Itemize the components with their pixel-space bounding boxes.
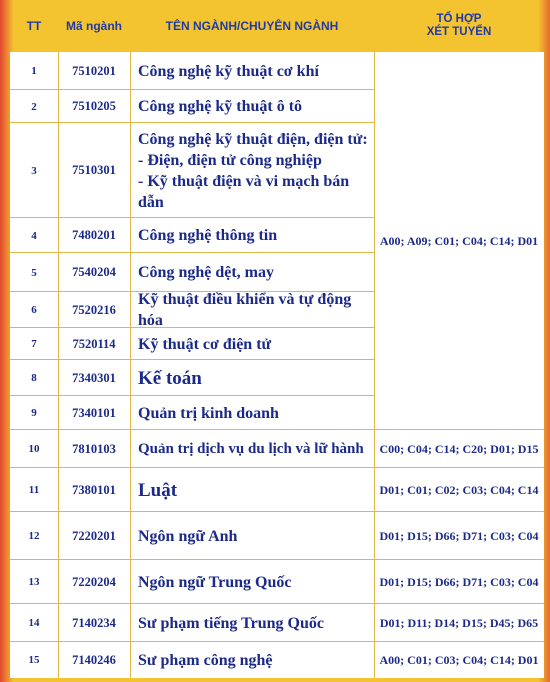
row-tt: 1: [31, 65, 37, 77]
table-row: [10, 396, 544, 430]
header-ten-nganh: TÊN NGÀNH/CHUYÊN NGÀNH: [165, 18, 339, 33]
table-row: [10, 123, 544, 218]
row-ten-line: Công nghệ kỹ thuật điện, điện tử:: [138, 130, 368, 148]
table-row: [10, 292, 544, 328]
row-ma-nganh: 7520114: [72, 336, 116, 351]
row-ma-nganh: 7480201: [72, 228, 116, 242]
row-tt: 7: [31, 338, 37, 350]
table-row: [10, 328, 544, 360]
row-ten-nganh: [138, 123, 374, 218]
row-ma-nganh: 7520216: [72, 302, 116, 317]
row-ten-nganh: Luật: [138, 479, 178, 501]
table-row: [10, 52, 544, 90]
row-tt: 3: [31, 164, 37, 177]
row-ten-nganh: Kỹ thuật điều khiển và tự động hóa: [138, 291, 352, 329]
row-tt: 5: [31, 266, 37, 279]
row-ma-nganh: 7510201: [72, 63, 116, 78]
row-ten-nganh: Quản trị kinh doanh: [138, 404, 279, 422]
header-tt: TT: [26, 18, 42, 33]
row-tt: 9: [31, 407, 37, 419]
header-to-hop-line2: XÉT TUYỂN: [426, 26, 492, 38]
row-ten-nganh: Công nghệ kỹ thuật ô tô: [138, 98, 303, 115]
row-ma-nganh: 7220201: [72, 528, 116, 543]
row-ma-nganh: 7140246: [72, 652, 116, 667]
header-ma-nganh: Mã ngành: [66, 18, 122, 33]
row-tt: 14: [28, 617, 40, 629]
table-row: [10, 560, 544, 604]
row-ten-nganh: Công nghệ dệt, may: [138, 264, 275, 281]
row-tt: 15: [28, 654, 40, 666]
row-ma-nganh: 7380101: [72, 482, 116, 497]
table-header: [0, 0, 550, 52]
row-ma-nganh: 7220204: [72, 574, 116, 589]
row-ma-nganh: 7140234: [72, 615, 116, 630]
row-ma-nganh: 7340301: [72, 370, 116, 385]
row-to-hop: A00; C01; C03; C04; C14; D01: [379, 652, 539, 667]
row-ten-nganh: Kỹ thuật cơ điện tử: [138, 335, 272, 353]
header-to-hop-line1: TỔ HỢP: [436, 13, 482, 25]
row-ten-nganh: Quản trị dịch vụ du lịch và lữ hành: [138, 440, 364, 457]
row-tt: 8: [31, 372, 37, 384]
row-to-hop: D01; C01; C02; C03; C04; C14: [379, 482, 539, 497]
table-row: [10, 430, 544, 468]
row-ten-line: - Kỹ thuật điện và vi mạch bán dẫn: [138, 172, 350, 211]
row-ten-line: - Điện, điện tử công nghiệp: [138, 151, 322, 169]
table-row: [10, 218, 544, 253]
row-ten-nganh: Ngôn ngữ Trung Quốc: [138, 573, 292, 591]
table-row: [10, 360, 544, 396]
row-tt: 13: [28, 576, 40, 588]
row-tt: 4: [31, 229, 37, 242]
table-row: [10, 604, 544, 642]
row-ten-nganh: Sư phạm công nghệ: [138, 651, 273, 669]
table-row: [10, 468, 544, 512]
row-ma-nganh: 7510301: [72, 163, 116, 177]
row-tt: 10: [28, 443, 40, 455]
table-row: [10, 642, 544, 678]
table-row: [10, 253, 544, 292]
table-row: [10, 512, 544, 560]
row-tt: 6: [31, 304, 37, 316]
merged-to-hop-cell: A00; A09; C01; C04; C14; D01: [379, 233, 539, 248]
row-tt: 2: [31, 100, 37, 113]
row-ten-nganh: Ngôn ngữ Anh: [138, 527, 238, 545]
row-to-hop: D01; D11; D14; D15; D45; D65: [379, 615, 539, 630]
row-ma-nganh: 7510205: [72, 99, 116, 113]
row-ma-nganh: 7340101: [72, 405, 116, 420]
admissions-table: [10, 52, 544, 678]
row-ten-nganh: Công nghệ kỹ thuật cơ khí: [138, 62, 319, 80]
row-ma-nganh: 7540204: [72, 265, 116, 279]
row-to-hop: D01; D15; D66; D71; C03; C04: [379, 528, 539, 543]
row-ten-nganh: Công nghệ thông tin: [138, 227, 278, 244]
row-to-hop: D01; D15; D66; D71; C03; C04: [379, 574, 539, 589]
row-ten-nganh: Sư phạm tiếng Trung Quốc: [138, 614, 324, 632]
row-tt: 12: [28, 530, 40, 542]
row-ma-nganh: 7810103: [72, 441, 116, 456]
row-ten-nganh: Kế toán: [138, 367, 202, 389]
row-to-hop: C00; C04; C14; C20; D01; D15: [379, 441, 539, 456]
header-to-hop: [374, 0, 544, 52]
table-row: [10, 90, 544, 123]
row-tt: 11: [28, 484, 40, 496]
